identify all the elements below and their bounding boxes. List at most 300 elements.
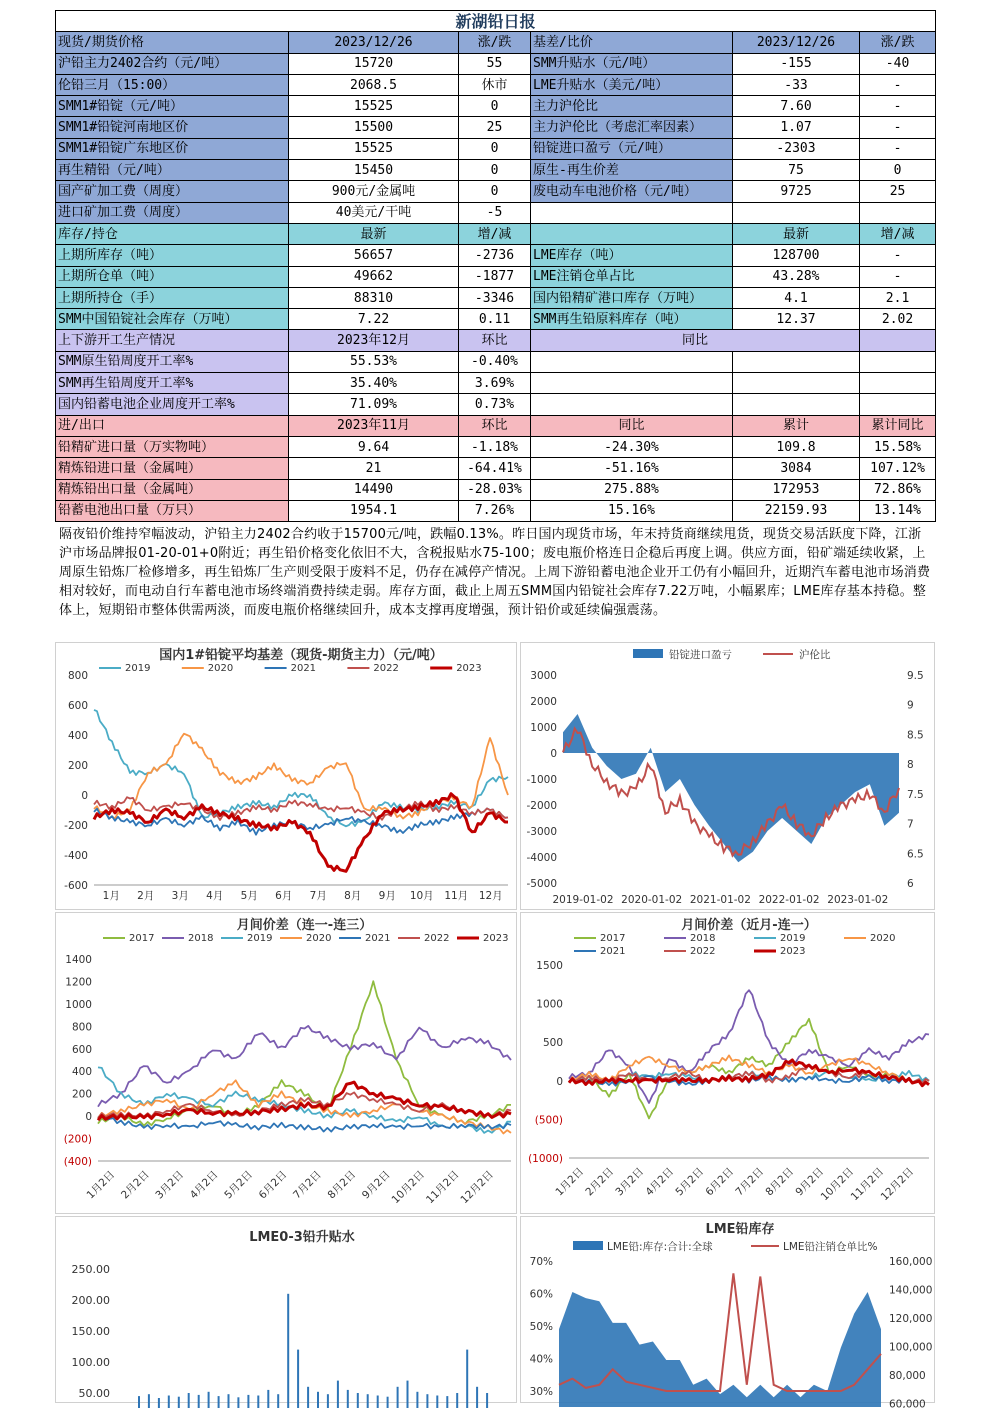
bar — [188, 1393, 190, 1408]
empty-cell — [531, 351, 733, 372]
x-tick-label: 2月2日 — [583, 1166, 616, 1199]
price-cell: 7.60 — [733, 96, 860, 117]
bar — [486, 1393, 488, 1408]
price-cell: -2303 — [733, 138, 860, 159]
legend-label: 2022 — [690, 946, 715, 957]
series-line-2017 — [98, 981, 511, 1125]
legend-label: LME铅:库存:合计:全球 — [607, 1240, 713, 1253]
x-tick-label: 9月2日 — [360, 1169, 393, 1202]
x-tick-label: 1月2日 — [553, 1166, 586, 1199]
y-tick-label: 70% — [530, 1256, 553, 1268]
prod-row — [56, 373, 936, 394]
prod-cell: SMM再生铅周度开工率% — [56, 373, 289, 394]
price-cell: 0 — [459, 138, 531, 159]
series-line-2021 — [98, 1115, 511, 1132]
price-cell: SMM升贴水（元/吨） — [531, 53, 733, 74]
y-tick-label: (1000) — [528, 1153, 563, 1165]
stock-header-row — [56, 223, 936, 244]
legend-label: 2021 — [365, 933, 390, 944]
y-tick-label: -400 — [64, 850, 88, 862]
y2-tick-label: 100,000 — [889, 1342, 932, 1354]
stock-cell: -3346 — [459, 287, 531, 308]
bar — [138, 1396, 140, 1408]
stock-cell: 12.37 — [733, 309, 860, 330]
trade-cell: 3084 — [733, 458, 860, 479]
bar — [387, 1397, 389, 1408]
bar — [228, 1394, 230, 1408]
trade-cell: 22159.93 — [733, 500, 860, 521]
price-cell: -33 — [733, 74, 860, 95]
price-cell: 0 — [860, 160, 936, 181]
prod-header-cell: 2023年12月 — [289, 330, 459, 351]
chart-panel-spread13 — [55, 912, 517, 1214]
stock-cell: - — [860, 266, 936, 287]
bar — [446, 1396, 448, 1408]
y-tick-label: 50% — [530, 1321, 553, 1333]
report-table — [55, 10, 936, 522]
stock-cell: 国内铅精矿港口库存（万吨） — [531, 287, 733, 308]
price-row — [56, 202, 936, 223]
price-header-cell: 涨/跌 — [860, 32, 936, 53]
price-cell: SMM1#铅锭河南地区价 — [56, 117, 289, 138]
prod-header-cell: 上下游开工生产情况 — [56, 330, 289, 351]
bar — [476, 1387, 478, 1408]
y2-tick-label: 8.5 — [907, 729, 924, 741]
series-line-2021 — [94, 808, 508, 834]
trade-cell: 109.8 — [733, 436, 860, 457]
x-tick-label: 4月2日 — [643, 1166, 676, 1199]
y2-tick-label: 6 — [907, 878, 914, 890]
trade-header-cell: 同比 — [531, 415, 733, 436]
y-tick-label: 200 — [72, 1089, 92, 1101]
price-cell: 再生精铅（元/吨） — [56, 160, 289, 181]
price-row — [56, 96, 936, 117]
bar — [237, 1397, 239, 1408]
legend-label: 2023 — [456, 663, 481, 674]
x-tick-label: 1月2日 — [85, 1169, 118, 1202]
x-tick-label: 3月2日 — [153, 1169, 186, 1202]
price-header-cell: 基差/比价 — [531, 32, 733, 53]
trade-cell: -24.30% — [531, 436, 733, 457]
price-cell: 55 — [459, 53, 531, 74]
bar — [317, 1392, 319, 1408]
price-cell: 15500 — [289, 117, 459, 138]
legend-label: 2020 — [306, 933, 331, 944]
bar — [158, 1398, 160, 1408]
legend-label: 2022 — [424, 933, 449, 944]
price-cell: 1.07 — [733, 117, 860, 138]
x-tick-label: 4月2日 — [188, 1169, 221, 1202]
bar — [337, 1381, 339, 1408]
x-tick-label: 3月 — [172, 890, 189, 902]
prod-cell: 71.09% — [289, 394, 459, 415]
bar — [297, 1350, 299, 1408]
x-tick-label: 11月2日 — [424, 1169, 462, 1207]
stock-cell: 7.22 — [289, 309, 459, 330]
chart-title: 月间价差（近月-连一） — [681, 917, 816, 933]
y2-tick-label: 140,000 — [889, 1285, 932, 1297]
y2-tick-label: 7.5 — [907, 789, 924, 801]
x-tick-label: 12月 — [479, 890, 503, 902]
lme-spread-chart — [56, 1217, 516, 1404]
legend-label: 2019 — [247, 933, 272, 944]
prod-cell: -0.40% — [459, 351, 531, 372]
empty-cell — [733, 394, 860, 415]
series-line-2018 — [569, 990, 929, 1103]
price-cell — [531, 202, 733, 223]
y-tick-label: 40% — [530, 1354, 553, 1366]
y2-tick-label: 80,000 — [889, 1370, 926, 1382]
x-tick-label: 8月2日 — [763, 1166, 796, 1199]
bar — [247, 1395, 249, 1408]
trade-header-row — [56, 415, 936, 436]
x-tick-label: 2019-01-02 — [552, 894, 613, 906]
prod-header-blank — [860, 330, 936, 351]
x-tick-label: 2023-01-02 — [827, 894, 888, 906]
chart-title: LME0-3铅升贴水 — [249, 1229, 355, 1245]
bar — [377, 1396, 379, 1408]
empty-cell — [531, 373, 733, 394]
x-tick-label: 6月2日 — [257, 1169, 290, 1202]
empty-cell — [860, 394, 936, 415]
y-tick-label: 1200 — [65, 976, 92, 988]
legend-label: 2019 — [125, 663, 150, 674]
legend-label: 2020 — [870, 933, 895, 944]
y-tick-label: 1000 — [536, 999, 563, 1011]
price-cell: 原生-再生价差 — [531, 160, 733, 181]
bar — [277, 1394, 279, 1408]
legend-label: 2017 — [129, 933, 154, 944]
chart-title: 月间价差（连一-连三） — [237, 917, 372, 933]
x-tick-label: 5月 — [241, 890, 258, 902]
y-tick-label: -200 — [64, 820, 88, 832]
stock-header-cell: 最新 — [289, 223, 459, 244]
price-cell: 2068.5 — [289, 74, 459, 95]
legend-label: 铅锭进口盈亏 — [669, 648, 732, 661]
price-cell: 主力沪伦比（考虑汇率因素） — [531, 117, 733, 138]
price-cell: 铅锭进口盈亏（元/吨） — [531, 138, 733, 159]
price-cell: 900元/金属吨 — [289, 181, 459, 202]
x-tick-label: 4月 — [206, 890, 223, 902]
price-cell: 0 — [459, 96, 531, 117]
y-tick-label: -1000 — [526, 774, 557, 786]
y-tick-label: 0 — [85, 1111, 92, 1123]
series-line-2020 — [94, 734, 508, 819]
price-cell: 沪铅主力2402合约（元/吨） — [56, 53, 289, 74]
price-cell: LME升贴水（美元/吨） — [531, 74, 733, 95]
y-tick-label: (500) — [535, 1114, 563, 1126]
stock-row — [56, 266, 936, 287]
price-cell: 25 — [860, 181, 936, 202]
price-cell: 休市 — [459, 74, 531, 95]
prod-header-row — [56, 330, 936, 351]
price-row — [56, 74, 936, 95]
bar — [367, 1394, 369, 1408]
prod-row — [56, 351, 936, 372]
price-cell: 40美元/干吨 — [289, 202, 459, 223]
stock-header-cell: 增/减 — [860, 223, 936, 244]
chart-panel-spread01 — [520, 912, 935, 1214]
price-cell: -5 — [459, 202, 531, 223]
y-tick-label: -5000 — [526, 878, 557, 890]
price-cell: 25 — [459, 117, 531, 138]
stock-cell: -2736 — [459, 245, 531, 266]
x-tick-label: 12月2日 — [879, 1166, 917, 1204]
legend-label: 2023 — [483, 933, 508, 944]
spread-near-first-chart — [521, 913, 934, 1213]
x-tick-label: 5月2日 — [673, 1166, 706, 1199]
stock-cell: 上期所库存（吨） — [56, 245, 289, 266]
y-tick-label: 800 — [68, 670, 88, 682]
price-cell: 9725 — [733, 181, 860, 202]
x-tick-label: 7月2日 — [733, 1166, 766, 1199]
x-tick-label: 9月2日 — [793, 1166, 826, 1199]
legend-label: 2023 — [780, 946, 805, 957]
stock-header-cell: 最新 — [733, 223, 860, 244]
bar — [208, 1392, 210, 1408]
legend-label: 2017 — [600, 933, 625, 944]
price-row — [56, 53, 936, 74]
trade-cell: 172953 — [733, 479, 860, 500]
stock-cell: LME注销仓单占比 — [531, 266, 733, 287]
chart-panel-lme-spread — [55, 1216, 517, 1403]
bar — [416, 1392, 418, 1408]
x-tick-label: 3月2日 — [613, 1166, 646, 1199]
y-tick-label: 50.00 — [79, 1387, 111, 1400]
x-tick-label: 11月 — [444, 890, 468, 902]
trade-cell: -64.41% — [459, 458, 531, 479]
y2-tick-label: 6.5 — [907, 848, 924, 860]
empty-cell — [531, 394, 733, 415]
y-tick-label: 400 — [68, 730, 88, 742]
x-tick-label: 10月2日 — [819, 1166, 857, 1204]
title-row — [56, 11, 936, 32]
bar — [466, 1350, 468, 1408]
price-cell: -155 — [733, 53, 860, 74]
y2-tick-label: 60,000 — [889, 1399, 926, 1408]
legend-label: 沪伦比 — [799, 648, 831, 661]
bar — [397, 1387, 399, 1408]
y2-tick-label: 9 — [907, 700, 914, 712]
y2-tick-label: 9.5 — [907, 670, 924, 682]
stock-cell: SMM再生铅原料库存（吨） — [531, 309, 733, 330]
trade-cell: -28.03% — [459, 479, 531, 500]
trade-header-cell: 进/出口 — [56, 415, 289, 436]
series-line-2023 — [569, 1060, 929, 1086]
trade-header-cell: 2023年11月 — [289, 415, 459, 436]
bar — [407, 1381, 409, 1408]
chart-title: 国内1#铅锭平均基差（现货-期货主力）（元/吨） — [159, 647, 443, 663]
report-title: 新湖铅日报 — [56, 11, 936, 32]
prod-row — [56, 394, 936, 415]
x-tick-label: 12月2日 — [458, 1169, 496, 1207]
stock-row — [56, 287, 936, 308]
y-tick-label: (200) — [64, 1134, 92, 1146]
x-tick-label: 2022-01-02 — [759, 894, 820, 906]
chart-panel-import — [520, 642, 935, 910]
legend-swatch — [633, 649, 663, 658]
empty-cell — [733, 373, 860, 394]
import-profit-chart — [521, 643, 934, 909]
legend-label: 2019 — [780, 933, 805, 944]
x-tick-label: 8月2日 — [325, 1169, 358, 1202]
prod-cell: 0.73% — [459, 394, 531, 415]
trade-row — [56, 500, 936, 521]
y-tick-label: 60% — [530, 1289, 553, 1301]
price-cell: 0 — [459, 181, 531, 202]
price-cell: SMM1#铅锭广东地区价 — [56, 138, 289, 159]
y-tick-label: 600 — [68, 700, 88, 712]
y-tick-label: 400 — [72, 1066, 92, 1078]
bar — [456, 1393, 458, 1408]
price-cell: 进口矿加工费（周度） — [56, 202, 289, 223]
y2-tick-label: 7 — [907, 819, 914, 831]
trade-cell: 精炼铅出口量（金属吨） — [56, 479, 289, 500]
bar — [347, 1390, 349, 1408]
y-tick-label: -3000 — [526, 826, 557, 838]
prod-cell: 3.69% — [459, 373, 531, 394]
y-tick-label: 3000 — [530, 670, 557, 682]
x-tick-label: 10月 — [410, 890, 434, 902]
trade-cell: 铅精矿进口量（万实物吨） — [56, 436, 289, 457]
chart-panel-basis — [55, 642, 517, 910]
stock-cell: -1877 — [459, 266, 531, 287]
trade-cell: -1.18% — [459, 436, 531, 457]
price-cell: - — [860, 74, 936, 95]
trade-cell: 21 — [289, 458, 459, 479]
stock-cell: 56657 — [289, 245, 459, 266]
bar — [198, 1395, 200, 1408]
price-cell: -40 — [860, 53, 936, 74]
trade-cell: 铅蓄电池出口量（万只） — [56, 500, 289, 521]
price-cell: 废电动车电池价格（元/吨） — [531, 181, 733, 202]
trade-cell: -51.16% — [531, 458, 733, 479]
price-row — [56, 160, 936, 181]
bar — [287, 1294, 289, 1408]
legend-label: 2022 — [373, 663, 398, 674]
spread-1-3-chart — [56, 913, 516, 1213]
prod-cell: 35.40% — [289, 373, 459, 394]
price-row — [56, 138, 936, 159]
bar — [307, 1387, 309, 1408]
y-tick-label: 200 — [68, 760, 88, 772]
bar — [178, 1397, 180, 1408]
y-tick-label: 100.00 — [72, 1356, 111, 1369]
y-tick-label: 800 — [72, 1021, 92, 1033]
y-tick-label: 1400 — [65, 954, 92, 966]
prod-cell: SMM原生铅周度开工率% — [56, 351, 289, 372]
x-tick-label: 2月 — [137, 890, 154, 902]
bar — [327, 1394, 329, 1408]
basis-chart — [56, 643, 516, 909]
x-tick-label: 1月 — [103, 890, 120, 902]
empty-cell — [860, 373, 936, 394]
y-tick-label: 0 — [550, 748, 557, 760]
trade-header-cell: 累计同比 — [860, 415, 936, 436]
trade-cell: 107.12% — [860, 458, 936, 479]
y2-tick-label: 160,000 — [889, 1256, 932, 1268]
stock-cell: 2.1 — [860, 287, 936, 308]
x-tick-label: 7月 — [310, 890, 327, 902]
x-tick-label: 2月2日 — [119, 1169, 152, 1202]
stock-cell: 4.1 — [733, 287, 860, 308]
price-cell: 主力沪伦比 — [531, 96, 733, 117]
legend-label: 2018 — [188, 933, 213, 944]
prod-cell: 国内铅蓄电池企业周度开工率% — [56, 394, 289, 415]
price-cell: - — [860, 96, 936, 117]
y2-tick-label: 120,000 — [889, 1313, 932, 1325]
price-cell: 0 — [459, 160, 531, 181]
trade-cell: 13.14% — [860, 500, 936, 521]
stock-row — [56, 245, 936, 266]
price-cell — [860, 202, 936, 223]
report-sheet — [55, 10, 935, 522]
bar — [436, 1396, 438, 1408]
chart-panel-lme-stock — [520, 1216, 935, 1403]
y-tick-label: 0 — [556, 1076, 563, 1088]
trade-row — [56, 436, 936, 457]
prod-cell: 55.53% — [289, 351, 459, 372]
stock-cell: 128700 — [733, 245, 860, 266]
legend-swatch — [573, 1241, 603, 1250]
stock-row — [56, 309, 936, 330]
trade-cell: 1954.1 — [289, 500, 459, 521]
stock-cell: 2.02 — [860, 309, 936, 330]
y-tick-label: 1500 — [536, 960, 563, 972]
bar — [267, 1390, 269, 1408]
legend-label: 2018 — [690, 933, 715, 944]
y-tick-label: 2000 — [530, 696, 557, 708]
price-cell: 15450 — [289, 160, 459, 181]
trade-cell: 15.58% — [860, 436, 936, 457]
y-tick-label: -600 — [64, 880, 88, 892]
bar — [218, 1396, 220, 1408]
y-tick-label: (400) — [64, 1156, 92, 1168]
trade-row — [56, 479, 936, 500]
x-tick-label: 2020-01-02 — [621, 894, 682, 906]
legend-label: 2021 — [600, 946, 625, 957]
price-header-cell: 现货/期货价格 — [56, 32, 289, 53]
price-cell: 国产矿加工费（周度） — [56, 181, 289, 202]
price-header-cell: 涨/跌 — [459, 32, 531, 53]
trade-header-cell: 环比 — [459, 415, 531, 436]
trade-cell: 精炼铅进口量（金属吨） — [56, 458, 289, 479]
stock-cell: LME库存（吨） — [531, 245, 733, 266]
empty-cell — [733, 351, 860, 372]
stock-cell: 49662 — [289, 266, 459, 287]
x-tick-label: 9月 — [379, 890, 396, 902]
legend-label: 2021 — [291, 663, 316, 674]
price-header-cell: 2023/12/26 — [733, 32, 860, 53]
trade-header-cell: 累计 — [733, 415, 860, 436]
price-cell: - — [860, 138, 936, 159]
y-tick-label: 0 — [81, 790, 88, 802]
y-tick-label: -4000 — [526, 852, 557, 864]
prod-header-cell: 同比 — [531, 330, 860, 351]
bar — [148, 1394, 150, 1408]
stock-header-cell: 增/减 — [459, 223, 531, 244]
bar — [357, 1393, 359, 1408]
bar — [168, 1396, 170, 1408]
x-tick-label: 5月2日 — [222, 1169, 255, 1202]
chart-title: LME铅库存 — [705, 1221, 774, 1237]
x-tick-label: 6月2日 — [703, 1166, 736, 1199]
price-cell: SMM1#铅锭（元/吨） — [56, 96, 289, 117]
trade-cell: 9.64 — [289, 436, 459, 457]
legend-label: 2020 — [208, 663, 233, 674]
stock-cell: 88310 — [289, 287, 459, 308]
y-tick-label: 200.00 — [72, 1294, 111, 1307]
